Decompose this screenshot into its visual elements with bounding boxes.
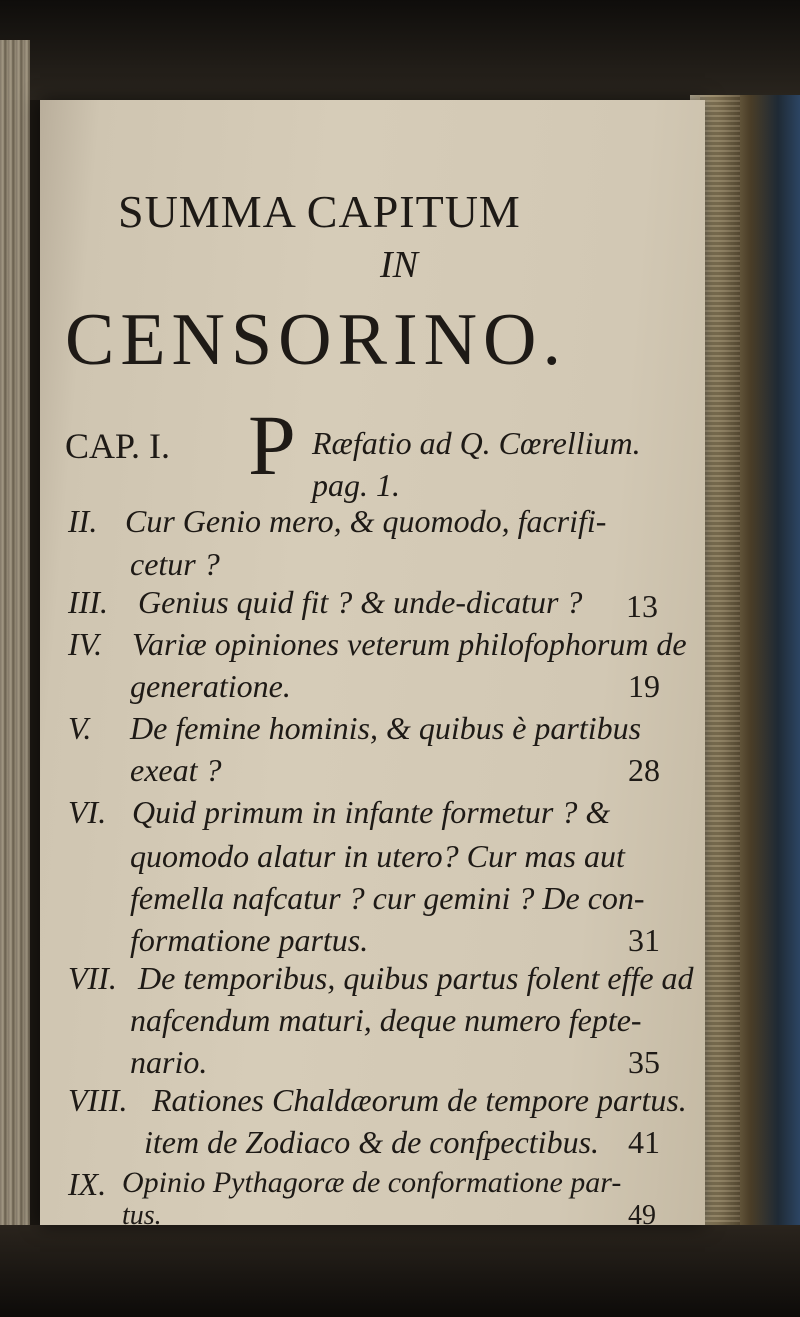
chapter-text: pag. 1. [312, 467, 400, 503]
heading-summa-capitum: SUMMA CAPITUM [118, 186, 521, 237]
chapter-number: VIII. [68, 1082, 128, 1118]
page-number: 31 [628, 922, 660, 958]
chapter-text: femella nafcatur ? cur gemini ? De con- [130, 880, 645, 916]
chapter-number: CAP. I. [65, 426, 171, 466]
chapter-text: tus. [122, 1200, 162, 1231]
page-number: 41 [628, 1124, 660, 1160]
chapter-text: cetur ? [130, 546, 220, 582]
background-top [0, 0, 800, 100]
chapter-text: quomodo alatur in utero? Cur mas aut [130, 838, 625, 874]
chapter-text: formatione partus. [130, 922, 369, 958]
chapter-text: Rationes Chaldæorum de tempore partus. [152, 1082, 687, 1118]
page-number: 35 [628, 1044, 660, 1080]
page-number: 28 [628, 752, 660, 788]
chapter-number: V. [68, 710, 92, 746]
book-spine-edge [0, 40, 30, 1260]
chapter-number: III. [68, 584, 108, 620]
page-number: 13 [626, 588, 658, 624]
book-page-edges [690, 95, 800, 1235]
chapter-text: nario. [130, 1044, 208, 1080]
chapter-text: Genius quid fit ? & unde-dicatur ? [138, 584, 583, 620]
chapter-text: generatione. [130, 668, 291, 704]
heading-censorino: CENSORINO. [65, 299, 567, 381]
chapter-text: De femine hominis, & quibus è partibus [130, 710, 642, 746]
chapter-text: nafcendum maturi, deque numero fepte- [130, 1002, 642, 1038]
chapter-number: II. [68, 503, 98, 539]
chapter-text: Variæ opiniones veterum philofophorum de [132, 626, 687, 662]
heading-in: IN [380, 244, 418, 286]
chapter-text: Opinio Pythagoræ de conformatione par- [122, 1166, 622, 1199]
page-number: 19 [628, 668, 660, 704]
page-number: 49 [628, 1200, 656, 1231]
drop-capital: P [248, 397, 296, 493]
chapter-text: exeat ? [130, 752, 222, 788]
chapter-text: Quid primum in infante formetur ? & [132, 794, 611, 830]
chapter-text: item de Zodiaco & de confpectibus. [144, 1124, 600, 1160]
chapter-number: VII. [68, 960, 117, 996]
chapter-text: De temporibus, quibus partus folent effe ad [138, 960, 694, 996]
chapter-number: VI. [68, 794, 107, 830]
chapter-number: IX. [68, 1166, 107, 1202]
background-bottom [0, 1225, 800, 1317]
chapter-text: Ræfatio ad Q. Cœrellium. [312, 425, 641, 461]
chapter-text: Cur Genio mero, & quomodo, facrifi- [125, 503, 607, 539]
chapter-number: IV. [68, 626, 103, 662]
